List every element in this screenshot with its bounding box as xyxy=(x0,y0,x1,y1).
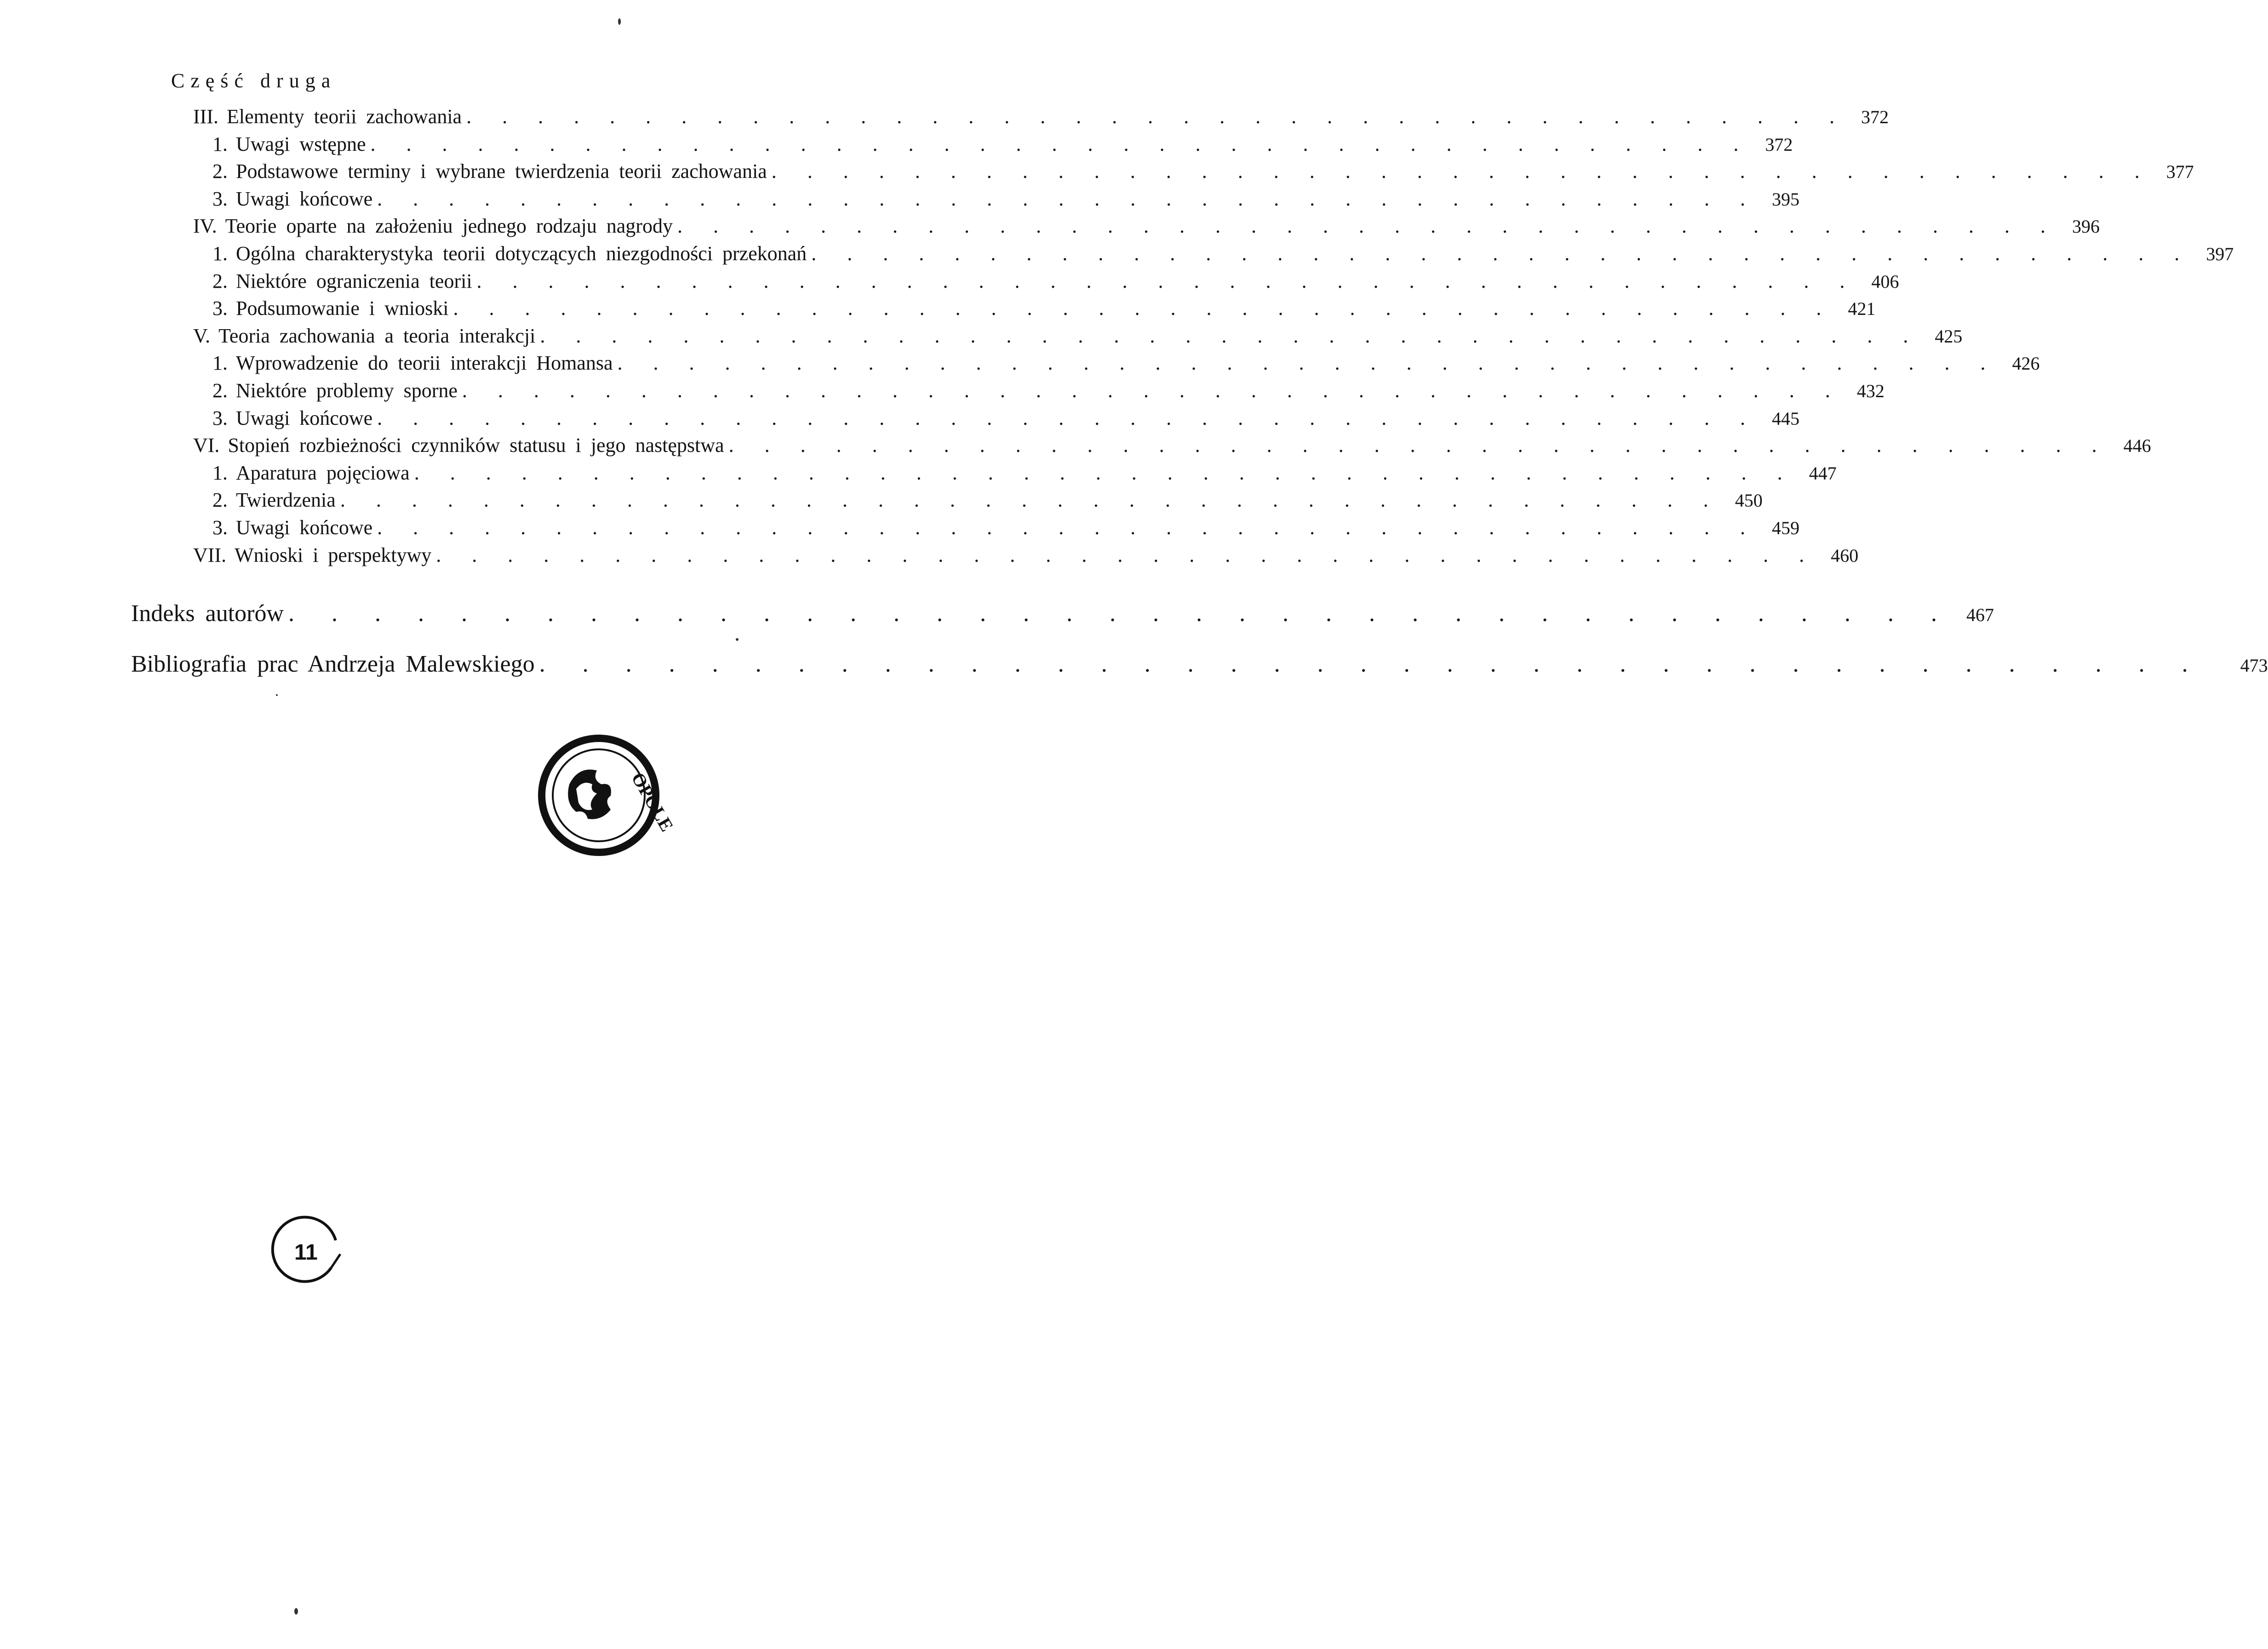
toc-entry xyxy=(193,459,1837,487)
toc-entry xyxy=(193,268,1899,295)
toc-entry-number: 3. xyxy=(212,187,228,210)
dot-leader: . . . . . . . . . . . . . . . . . . . . . . . . . . . . . . . . . . . . . . . xyxy=(414,461,1795,484)
toc-entry-number: 2. xyxy=(212,379,228,402)
dot-leader: . . . . . . . . . . . . . . . . . . . . . . . . . . . . . . . . . . . . . . . xyxy=(340,489,1721,512)
page-number-marker xyxy=(267,1208,349,1291)
toc-entry-title: Ogólna charakterystyka teorii dotyczących niezgodności przekonań xyxy=(236,242,807,265)
toc-entry-title: Indeks autorów xyxy=(131,600,284,627)
toc-entry-title: Wprowadzenie do teorii interakcji Homansa xyxy=(236,352,613,375)
toc-entry xyxy=(193,322,1963,350)
page-number: 11 xyxy=(294,1240,318,1265)
toc-entry-title: Twierdzenia xyxy=(236,489,336,512)
toc-entry-page: 459 xyxy=(1772,517,1800,538)
scan-speck xyxy=(618,18,621,25)
toc-entry-number: 3. xyxy=(212,406,228,429)
scan-speck xyxy=(294,1608,298,1615)
toc-entry-title: Uwagi końcowe xyxy=(236,516,373,539)
toc-entry xyxy=(193,185,1800,213)
toc-entry-title: Podstawowe terminy i wybrane twierdzenia teorii zachowania xyxy=(236,160,767,183)
toc-entry-page: 426 xyxy=(2012,353,2040,374)
toc-entry xyxy=(193,514,1800,542)
toc-entry xyxy=(193,542,1859,569)
dot-leader: . . . . . . . . . . . . . . . . . . . . . . . . . . . . . . . . . . . . . . . xyxy=(811,242,2193,265)
toc-entry xyxy=(193,432,2151,459)
dot-leader: . . . . . . . . . . . . . . . . . . . . . . . . . . . . . . . . . . . . . . . xyxy=(617,352,1999,375)
scan-speck xyxy=(276,694,278,696)
dot-leader: . . . . . . . . . . . . . . . . . . . . . . . . . . . . . . . . . . . . . . . xyxy=(476,269,1858,292)
toc-entry-page: 395 xyxy=(1772,188,1800,210)
scan-speck xyxy=(736,638,739,641)
dot-leader: . . . . . . . . . . . . . . . . . . . . . . . . . . . . . . . . . . . . . . . xyxy=(540,324,1921,347)
dot-leader: . . . . . . . . . . . . . . . . . . . . . . . . . . . . . . . . . . . . . . . xyxy=(377,516,1758,539)
toc-entry-page: 447 xyxy=(1809,462,1837,484)
toc-entry xyxy=(193,240,2234,268)
dot-leader: . . . . . . . . . . . . . . . . . . . . . . . . . . . . . . . . . . . . . . . xyxy=(771,160,2153,183)
toc-entry-title: Uwagi końcowe xyxy=(236,406,373,429)
toc-entry-number: 3. xyxy=(212,516,228,539)
library-stamp xyxy=(537,734,678,857)
toc-entry-page: 473 xyxy=(2240,655,2268,676)
toc-entry-page: 396 xyxy=(2072,216,2100,237)
toc-entry xyxy=(193,295,1876,322)
dot-leader: . . . . . . . . . . . . . . . . . . . . . . . . . . . . . . . . . . . . . . . xyxy=(677,215,2058,238)
toc-entry xyxy=(193,486,1763,514)
toc-entry-page: 460 xyxy=(1831,545,1859,566)
toc-entry-bibliography xyxy=(131,648,2268,682)
toc-entry-title: Uwagi wstępne xyxy=(236,132,366,155)
toc-entry xyxy=(193,349,2040,377)
toc-entry-page: 372 xyxy=(1861,107,1889,127)
toc-entry xyxy=(193,103,1889,131)
toc-entry xyxy=(193,377,1884,405)
toc-entry-page: 421 xyxy=(1848,298,1876,320)
toc-entry-title: Bibliografia prac Andrzeja Malewskiego xyxy=(131,651,535,677)
toc-entry-title: Wnioski i perspektywy xyxy=(235,543,432,566)
dot-leader: . . . . . . . . . . . . . . . . . . . . . . . . . . . . . . . . . . . . . . . xyxy=(288,600,1953,627)
toc-entry-page: 445 xyxy=(1772,408,1800,429)
toc-entry-number: 1. xyxy=(212,132,228,155)
toc-entry-number: 2. xyxy=(212,489,228,512)
dot-leader: . . . . . . . . . . . . . . . . . . . . . . . . . . . . . . . . . . . . . . . xyxy=(377,187,1758,210)
toc-entry-number: 1. xyxy=(212,242,228,265)
dot-leader: . . . . . . . . . . . . . . . . . . . . . . . . . . . . . . . . . . . . . . . xyxy=(436,543,1817,566)
toc-entry-number: 2. xyxy=(212,160,228,183)
toc-entry-title: Teorie oparte na założeniu jednego rodzaju nagrody xyxy=(225,215,673,238)
toc-entry-title: Uwagi końcowe xyxy=(236,187,373,210)
toc-entry-page: 397 xyxy=(2206,243,2234,264)
toc-entry-number: VI. xyxy=(193,434,220,457)
toc-entry xyxy=(193,212,2100,240)
toc-entry-title: Podsumowanie i wnioski xyxy=(236,297,449,320)
toc-entry xyxy=(193,131,1793,158)
toc-entry-title: Stopień rozbieżności czynników statusu i jego następstwa xyxy=(228,434,724,457)
toc-entry xyxy=(193,405,1800,432)
toc-entry-number: 1. xyxy=(212,352,228,375)
stamp-text: OPOLE xyxy=(627,769,678,835)
toc-entry-title: Aparatura pojęciowa xyxy=(236,461,410,484)
dot-leader: . . . . . . . . . . . . . . . . . . . . . . . . . . . . . . . . . . . . . . . xyxy=(466,105,1848,128)
dot-leader: . . . . . . . . . . . . . . . . . . . . . . . . . . . . . . . . . . . . . . . xyxy=(728,434,2110,457)
toc-entry-page: 425 xyxy=(1935,325,1963,347)
toc-entry-title: Niektóre problemy sporne xyxy=(236,379,458,402)
dot-leader: . . . . . . . . . . . . . . . . . . . . . . . . . . . . . . . . . . . . . . . xyxy=(539,651,2204,677)
toc-entry-page: 467 xyxy=(1966,605,1994,625)
table-of-contents xyxy=(193,103,2234,569)
toc-entry-page: 406 xyxy=(1871,271,1899,292)
toc-entry-number: VII. xyxy=(193,543,227,566)
toc-entry-number: IV. xyxy=(193,215,217,238)
toc-entry-number: 1. xyxy=(212,461,228,484)
toc-entry-page: 372 xyxy=(1765,134,1793,155)
dot-leader: . . . . . . . . . . . . . . . . . . . . . . . . . . . . . . . . . . . . . . . xyxy=(377,406,1758,429)
toc-entry-title: Elementy teorii zachowania xyxy=(226,105,462,128)
toc-entry-number: 3. xyxy=(212,297,228,320)
toc-entry-title: Niektóre ograniczenia teorii xyxy=(236,269,472,292)
dot-leader: . . . . . . . . . . . . . . . . . . . . . . . . . . . . . . . . . . . . . . . xyxy=(370,132,1752,155)
toc-entry-number: III. xyxy=(193,105,218,128)
toc-entry-title: Teoria zachowania a teoria interakcji xyxy=(218,324,536,347)
toc-entry-page: 446 xyxy=(2123,435,2151,456)
toc-entry xyxy=(193,158,2194,185)
part-title: Część druga xyxy=(171,69,337,92)
toc-entry-page: 432 xyxy=(1856,380,1884,401)
toc-entry-page: 377 xyxy=(2166,161,2194,183)
dot-leader: . . . . . . . . . . . . . . . . . . . . . . . . . . . . . . . . . . . . . . . xyxy=(462,379,1843,402)
toc-entry-page: 450 xyxy=(1735,490,1763,511)
toc-entry-number: V. xyxy=(193,324,211,347)
dot-leader: . . . . . . . . . . . . . . . . . . . . . . . . . . . . . . . . . . . . . . . xyxy=(453,297,1834,320)
toc-entry-index xyxy=(131,598,1994,631)
toc-entry-number: 2. xyxy=(212,269,228,292)
